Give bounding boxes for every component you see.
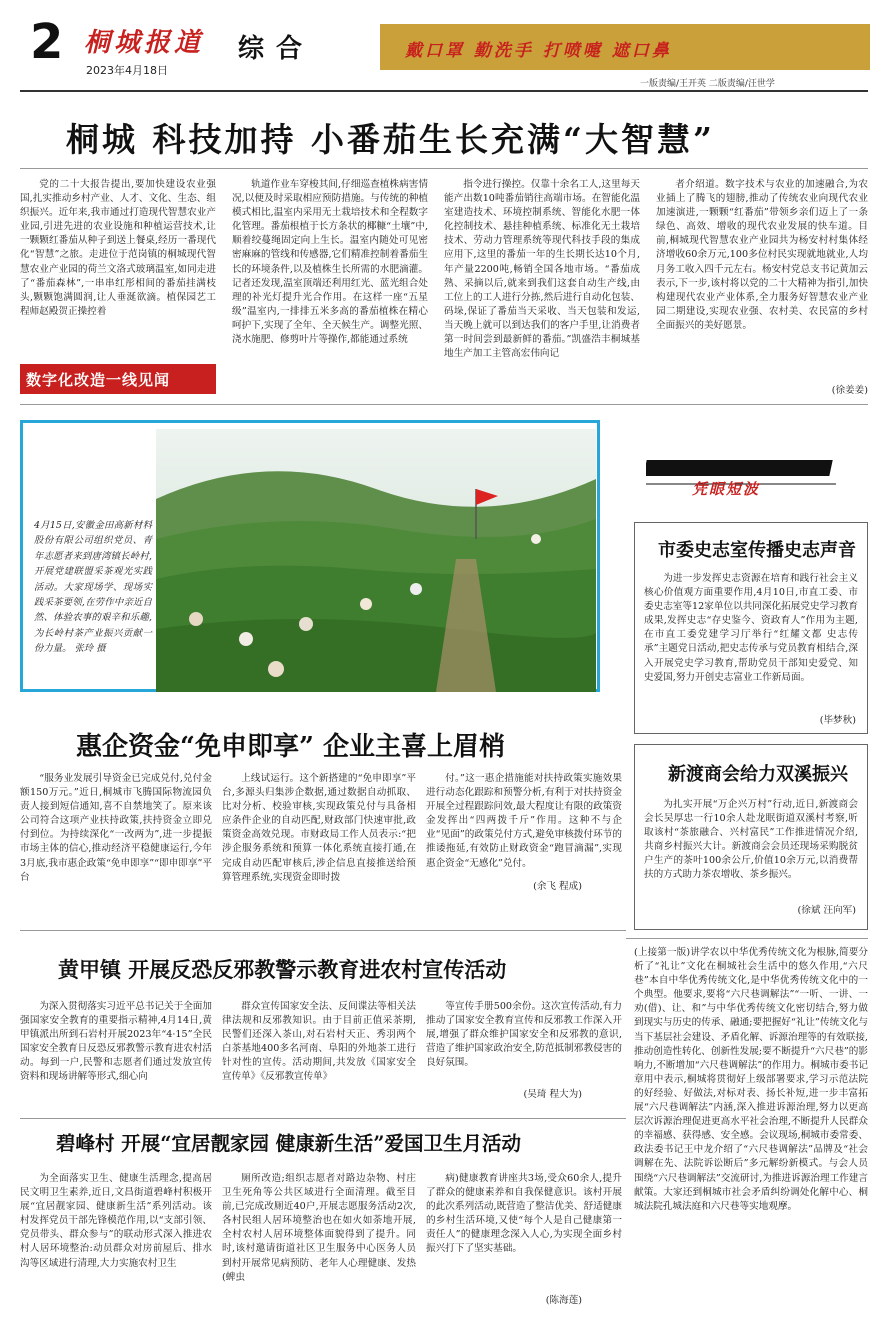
brief-1-byline: (毕梦秋) bbox=[819, 715, 856, 726]
article3-col-3 bbox=[426, 1000, 622, 1084]
lead-col-3-text: 指令进行操控。仅靠十余名工人,这里每天能产出数10吨番茄销往高端市场。在智能化温室建造技术、环境控制系统、智能化水肥一体化控制技术、悬挂种植系统、标准化无土栽培技术、劳动力管理系统等现代科技手段的集成应用下,这里的番茄一年的生长期长达10个月,年产量2200吨,畅销全国各地市场。“番茄成熟、采摘以后,就来到我们这套自动生产线,由工位上的工人进行分拣,然后进行自动化包装、码垛,保证了番茄当天采收、当天包装和发运,当天晚上就可以到达我们的客户手里,让消费者第一时间尝到最新鲜的番茄。”凯盛浩丰桐城基地生产加工主管高宏伟向记 bbox=[444, 179, 640, 360]
masthead bbox=[0, 0, 887, 92]
lead-headline-rule bbox=[20, 168, 868, 169]
article2-bottom-rule bbox=[20, 930, 626, 931]
brief-2-byline: (徐斌 汪向军) bbox=[797, 905, 856, 916]
photo-caption: 4月15日,安徽金田高新材料股份有限公司组织党员、青年志愿者来到唐湾镇长岭村,开展党建联盟采茶观光实践活动。大家现场学、现场实践采茶要领,在劳作中亲近自然、体验农事的艰辛和乐趣,为长岭村茶产业振兴贡献一份力量。 张玲 摄 bbox=[34, 520, 152, 655]
section-title: 综合 bbox=[238, 34, 315, 64]
article4-col-3 bbox=[426, 1172, 622, 1294]
lead-col-2 bbox=[232, 178, 428, 398]
brief-2-body: 为扎实开展“万企兴万村”行动,近日,新渡商会会长吴厚忠一行10余人赴龙眠街道双溪村考察,听取该村“茶旅融合、兴村富民”工作推进情况介绍,共商乡村振兴大计。新渡商会会员还现场采购脱贫户生产的茶叶100余公斤,价值10余万元,以消费帮扶的方式助力茶农增收、茶乡振兴。 bbox=[644, 799, 858, 881]
article3-col-3-text: 等宣传手册500余份。这次宣传活动,有力推动了国家安全教育宣传和反邪教工作深入开展,增强了群众维护国家安全和反邪教的意识,营造了维护国家政治安全,防范抵制邪教侵害的良好氛围。 bbox=[426, 1001, 622, 1069]
article2-col-1-text: “服务业发展引导资金已完成兑付,兑付金额150万元。”近日,桐城市飞腾国际物流园负责人接到短信通知,喜不自禁地笑了。原来该公司符合这项产业扶持政策,扶持资金立即兑付到位。为持续深化“一改两为”,进一步提振市场主体的信心,推动经济平稳健康运行,今年3月底,我市惠企政策“免申即享”“即申即享”平台 bbox=[20, 773, 212, 883]
article4-headline: 碧峰村 开展“宜居靓家园 健康新生活”爱国卫生月活动 bbox=[56, 1132, 522, 1155]
article4-col-2-text: 厕所改造;组织志愿者对路边杂物、村庄卫生死角等公共区域进行全面清理。截至目前,已完成改厕近40户,开展志愿服务活动2次,各村民组人居环境整治也在如火如荼地开展,全村农村人居环境整体面貌得到了提升。同时,该村邀请街道社区卫生服务中心医务人员到村开展常见病预防、老年人心理健康、发热(蜱虫 bbox=[222, 1173, 416, 1283]
lead-col-1 bbox=[20, 178, 216, 362]
article3-col-1 bbox=[20, 1000, 212, 1112]
slogan-text: 戴口罩 勤洗手 打喷嚏 遮口鼻 bbox=[405, 41, 672, 61]
article2-col-3-text: 付。”这一惠企措施能对扶持政策实施效果进行动态化跟踪和预警分析,有利于对扶持资金开展全过程跟踪问效,最大程度让有限的政策资金发挥出“四两拨千斤”作用。这种不与企业“见面”的政策兑付方式,避免审核拨付环节的推诿拖延,有效防止财政资金“跑冒滴漏”,实现惠企资金“无感化”兑付。 bbox=[426, 773, 622, 869]
article3-col-2-text: 群众宣传国家安全法、反间谍法等相关法律法规和反邪教知识。由于目前正值采茶期,民警们还深入茶山,对石岩村天正、秀羽两个白茶基地400多名河南、阜阳的外地茶工进行针对性的宣传。活动期间,共发放《国家安全宣传单》《反邪教宣传单》 bbox=[222, 1001, 416, 1083]
article2-byline: (余飞 程成) bbox=[533, 881, 582, 892]
paper-name: 桐城报道 bbox=[84, 28, 205, 58]
brief-1-body: 为进一步发挥史志资源在培育和践行社会主义核心价值观方面重要作用,4月10日,市直工委、市委史志室等12家单位以共同深化拓展党史学习教育成果,发挥史志“存史鉴今、资政育人”作用为主题,在市直工委党建学习厅举行“红耀文都 史志传承”主题党日活动,把史志传承与党员教育相结合,深入开展党史学习教育,帮助党员干部知史爱党、知史爱国,努力开创史志富业工作新局面。 bbox=[644, 573, 858, 683]
article2-col-1 bbox=[20, 772, 212, 908]
article3-col-2 bbox=[222, 1000, 416, 1112]
page-number: 2 bbox=[30, 14, 64, 70]
brief-1-title: 市委史志室传播史志声音 bbox=[658, 540, 856, 561]
article4-byline: (陈海莲) bbox=[545, 1295, 582, 1306]
lead-col-1-text: 党的二十大报告提出,要加快建设农业强国,扎实推动乡村产业、人才、文化、生态、组织振兴。近年来,我市通过打造现代智慧农业产业园,引进先进的农业设施和种植运营技术,让一颗颗红番茄从种子到送上餐桌,经历一番现代化“智慧”之旅。走进位于范岗镇的桐城现代智慧农业产业园的荷兰文洛式玻璃温室,如同走进了“番茄森林”,一串串红彤相间的番茄挂满枝头,颗颗饱满圆润,让人垂涎欲滴。植保园艺工程师赵殿贺正操控着 bbox=[20, 179, 216, 317]
lead-col-4-text: 者介绍道。数字技术与农业的加速融合,为农业插上了腾飞的翅膀,推动了传统农业向现代农业加速演进,一颗颗“红番茄”带领乡亲们迈上了一条绿色、高效、增收的现代农业发展的快车道。目前,桐城现代智慧农业产业园共为杨安村村集体经济增收60余万元,100多位村民实现就地就业,人均月务工收入四千元左右。杨安村党总支书记黄加云表示,下一步,该村将以党的二十大精神为指引,加快构建现代农业产业体系,全力服务好智慧农业产业园二期建设,实现农业强、农村美、农民富的乡村全面振兴的美好愿景。 bbox=[656, 179, 868, 331]
article2-headline: 惠企资金“免申即享” 企业主喜上眉梢 bbox=[76, 732, 505, 762]
lead-col-4 bbox=[656, 178, 868, 384]
article2-col-3 bbox=[426, 772, 622, 884]
continued-article bbox=[634, 946, 868, 1312]
lead-col-2-text: 轨道作业车穿梭其间,仔细巡查植株病害情况,以便及时采取相应预防措施。与传统的种植模式相比,温室内采用无土栽培技术和全程数字化管理。番茄根植于长方条状的椰糠“土壤”中,顺着绞蔓绳固定向上生长。温室内随处可见密密麻麻的管线和传感器,它们精准控制着番茄生长的环境条件,以及植株生长所需的水肥滴灌。记者还发现,温室顶端还利用红光、蓝光组合处理的补光灯提升光合作用。在这样一座“五星级”温室内,一排排五米多高的番茄植株在精心呵护下,实现了全年、全天候生产。调整光照、浇水施肥、修剪叶片等操作,都能通过系统 bbox=[232, 179, 428, 346]
lead-col-3 bbox=[444, 178, 640, 398]
article3-bottom-rule bbox=[20, 1118, 626, 1119]
continued-article-text: (上接第一版)讲学农以中华优秀传统文化为根脉,简要分析了“礼让”文化在桐城社会生活中的悠久作用,“六尺巷”本自中华优秀传统文化,是中华优秀传统文化中的一个典型。他要求,要将“六尺巷调解法”“一听、一讲、一劝(借)、让、和”与中华优秀传统文化密切结合,努力做到现实与历史的传承、融通;要把握好“礼让”传统文化与当下基层社会建设、矛盾化解、诉源治理等的有效联接,推动创造性转化、创新性发展;要不断提升“六尺巷”的影响力,不断增加“六尺巷调解法”的作用力。桐城市委书记章用中表示,桐城将贯彻好上级部署要求,学习示范法院的好经验、好做法,对标对表、扬长补短,进一步丰富拓展“六尺巷调解法”内涵,深入推进诉源治理,努力以更高层次诉源治理促进更高水平社会治理,不断提升人民群众的幸福感、获得感、安全感。会议现场,桐城市委常委、政法委书记王中龙介绍了“六尺巷调解法”品牌及“社会调解在先、法院诉讼断后”多元解纷新模式。与会人员围绕“六尺巷调解法”交流研讨,为推进诉源治理工作建言献策。大家还到桐城市社会矛盾纠纷调处化解中心、桐城法院孔城法庭和六尺巷等实地观摩。 bbox=[634, 947, 868, 1212]
editors-line: 一版责编/王开英 二版责编/汪世学 bbox=[640, 79, 775, 89]
brief-2-body-wrap bbox=[644, 798, 858, 902]
article3-headline: 黄甲镇 开展反恐反邪教警示教育进农村宣传活动 bbox=[58, 957, 507, 982]
lead-bottom-rule bbox=[20, 404, 868, 405]
lead-headline: 桐城 科技加持 小番茄生长充满“大智慧” bbox=[66, 120, 715, 159]
lead-byline: (徐姜姜) bbox=[831, 385, 868, 396]
article4-col-1-text: 为全面落实卫生、健康生活理念,提高居民文明卫生素养,近日,文昌街道碧峰村积极开展“宜居靓家园、健康新生活”系列活动。该村发挥党员干部先锋模范作用,以“支部引领、党员带头、群众参与”的联动形式深入推进农村人居环境整治:动员群众对房前屋后、排水沟等区域进行清理,大力实施农村卫生 bbox=[20, 1173, 212, 1269]
issue-date: 2023年4月18日 bbox=[86, 64, 168, 77]
brief-2-title: 新渡商会给力双溪振兴 bbox=[668, 764, 848, 785]
lead-sub-label: 数字化改造一线见闻 bbox=[26, 371, 171, 389]
article2-col-2-text: 上线试运行。这个新搭建的“免申即享”平台,多源头归集涉企数据,通过数据自动抓取、比对分析、校验审核,实现政策兑付与具备相应条件企业的自动匹配,财政部门快速审批,政策资金高效兑现。市财政局工作人员表示:“把涉企服务系统和预算一体化系统直接打通,在完成自动匹配审核后,涉企信息直接推送给预算管理系统,实现资金即时拨 bbox=[222, 773, 416, 883]
continued-top-rule bbox=[626, 938, 868, 939]
article3-col-1-text: 为深入贯彻落实习近平总书记关于全面加强国家安全教育的重要指示精神,4月14日,黄甲镇派出所到石岩村开展2023年“4·15”全民国家安全教育日反恐反邪教警示教育进农村活动。每到一户,民警和志愿者们通过发放宣传资料和现场讲解等形式,细心向 bbox=[20, 1001, 212, 1083]
tea-field-illustration bbox=[156, 429, 596, 692]
brief-logo-text: 凭眼短波 bbox=[692, 480, 761, 498]
article3-byline: (吴琦 程大为) bbox=[523, 1089, 582, 1100]
article4-col-3-text: 病)健康教育讲座共3场,受众60余人,提升了群众的健康素养和自我保健意识。该村开展的此次系列活动,既营造了整洁优美、舒适健康的乡村生活环境,又使“每个人是自己健康第一责任人”的健康理念深入人心,为实现全面乡村振兴打下了坚实基础。 bbox=[426, 1173, 622, 1255]
brief-1-body-wrap bbox=[644, 572, 858, 712]
masthead-divider bbox=[20, 90, 868, 92]
article4-col-2 bbox=[222, 1172, 416, 1312]
tea-field-photo bbox=[156, 429, 596, 692]
article4-col-1 bbox=[20, 1172, 212, 1312]
article2-col-2 bbox=[222, 772, 416, 908]
